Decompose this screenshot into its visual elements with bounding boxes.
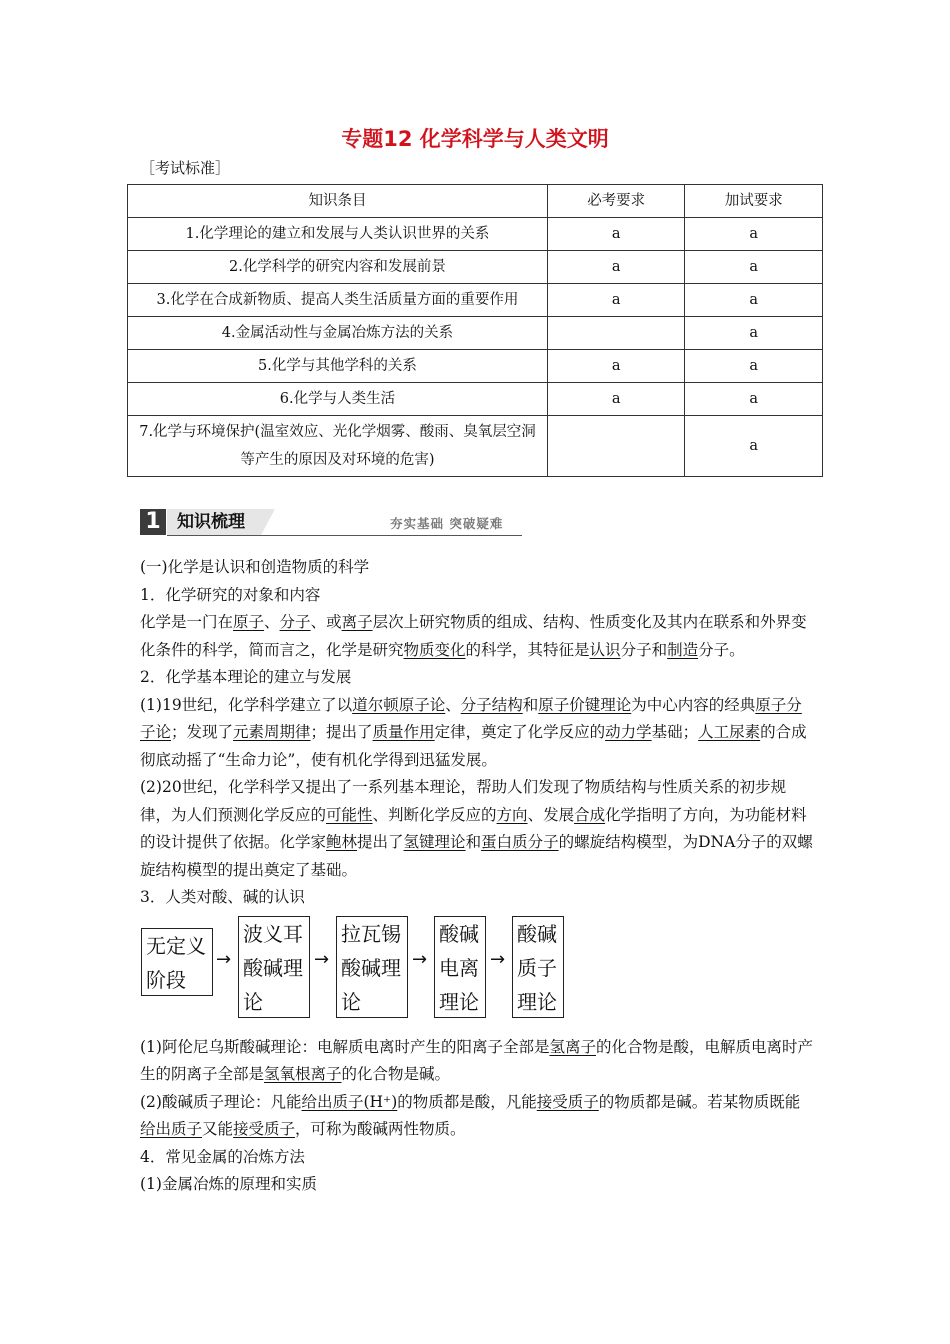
arrow-icon: →: [490, 948, 506, 970]
table-cell-item: 7.化学与环境保护(温室效应、光化学烟雾、酸雨、臭氧层空洞等产生的原因及对环境的危害): [128, 416, 548, 477]
flow-box-3: 拉瓦锡酸碱理论: [336, 916, 408, 1018]
text-run: 、判断化学反应的: [372, 805, 497, 824]
underlined-answer: 认识: [589, 640, 621, 659]
header-extra: 加试要求: [685, 185, 823, 218]
knowledge-content: [140, 554, 815, 1199]
text-run: 分子。: [698, 640, 745, 659]
underlined-answer: 蛋白质分子: [481, 833, 559, 851]
text-run: (1)阿伦尼乌斯酸碱理论：电解质电离时产生的阳离子全部是: [140, 1037, 550, 1056]
table-cell-item: 1.化学理论的建立和发展与人类认识世界的关系: [128, 218, 548, 251]
table-cell-item: 3.化学在合成新物质、提高人类生活质量方面的重要作用: [128, 284, 548, 317]
table-cell-item: 4.金属活动性与金属冶炼方法的关系: [128, 317, 548, 350]
table-cell-extra: a: [685, 416, 823, 477]
exam-standard-label: ［考试标准］: [140, 159, 231, 177]
text-run: 的物质都是碱。若某物质既能: [598, 1092, 801, 1111]
text-run: (2)20世纪，化学科学又提出了一系列基本理论，帮助人们发现了物质结构与性质关系的初步规律，为人们预测化学反应的: [140, 778, 787, 824]
table-cell-extra: a: [685, 383, 823, 416]
underlined-answer: 合成: [574, 805, 606, 824]
text-run: 化学指明了方向，为功能材料的设计提供了依据。化学家: [140, 805, 807, 851]
table-cell-item: 6.化学与人类生活: [128, 383, 548, 416]
table-row: [128, 350, 823, 383]
section-label: 知识梳理: [167, 509, 261, 535]
arrow-icon: →: [412, 948, 428, 970]
underlined-answer: 方向: [496, 805, 528, 824]
text-run: 又能: [202, 1120, 234, 1138]
underlined-answer: 分子结构: [460, 695, 523, 714]
table-cell-required: a: [547, 383, 685, 416]
text-run: 层次上研究物质的组成、结构、性质变化及其内在联系和外界变化条件的科学，简而言之，化学是研究: [140, 613, 807, 659]
underlined-answer: 原子分子论: [140, 695, 802, 741]
text-run: 基础；: [651, 723, 699, 741]
underlined-answer: 接受质子: [233, 1120, 296, 1138]
underlined-answer: 氢离子: [549, 1037, 596, 1056]
table-row: [128, 284, 823, 317]
section-rule: [167, 535, 522, 536]
underlined-answer: 质量作用: [372, 723, 435, 741]
flow-box-4: 酸碱电离理论: [434, 916, 486, 1018]
table-row: [128, 317, 823, 350]
table-cell-item: 2.化学科学的研究内容和发展前景: [128, 251, 548, 284]
header-required: 必考要求: [547, 185, 685, 218]
paragraph-19th-century: [140, 692, 815, 775]
table-row: [128, 383, 823, 416]
underlined-answer: 原子价键理论: [538, 695, 632, 714]
subsection-heading: 3．人类对酸、碱的认识: [140, 888, 305, 906]
text-run: 分子和: [620, 640, 668, 659]
arrow-icon: →: [216, 948, 232, 970]
page-title: 专题12 化学科学与人类文明: [341, 127, 609, 151]
table-cell-required: [547, 317, 685, 350]
text-run: 定律，奠定了化学反应的: [434, 723, 606, 741]
table-row: [128, 416, 823, 477]
text-run: ；提出了: [310, 723, 373, 741]
text-run: 提出了: [357, 833, 404, 851]
underlined-answer: 给出质子(H⁺): [301, 1092, 398, 1111]
text-run: 的科学，其特征是: [465, 640, 590, 659]
table-cell-item: 5.化学与其他学科的关系: [128, 350, 548, 383]
paragraph-research-object: [140, 609, 815, 664]
acid-base-flow-diagram: [140, 916, 815, 1028]
underlined-answer: 人工尿素: [698, 723, 761, 741]
underlined-answer: 元素周期律: [233, 723, 311, 741]
text-run: 的化合物是酸，电解质电离时产生的阴离子全部是: [140, 1037, 813, 1083]
text-run: 为中心内容的经典: [631, 695, 756, 714]
underlined-answer: 可能性: [326, 805, 373, 824]
table-cell-extra: a: [685, 317, 823, 350]
text-run: (1)19世纪，化学科学建立了以: [140, 695, 353, 714]
table-cell-extra: a: [685, 284, 823, 317]
underlined-answer: 离子: [341, 613, 373, 631]
underlined-answer: 物质变化: [403, 640, 466, 659]
underlined-answer: 动力学: [605, 723, 652, 741]
underlined-answer: 道尔顿原子论: [352, 695, 446, 714]
table-row: [128, 218, 823, 251]
text-run: (2)酸碱质子理论：凡能: [140, 1092, 302, 1111]
underlined-answer: 分子: [279, 613, 311, 631]
section-number: 1: [140, 509, 166, 535]
text-run: 的螺旋结构模型，为DNA分子的双螺旋结构模型的提出奠定了基础。: [140, 833, 813, 879]
underlined-answer: 氢键理论: [403, 833, 466, 851]
paragraph-arrhenius: [140, 1034, 815, 1089]
table-cell-extra: a: [685, 218, 823, 251]
underlined-answer: 鲍林: [326, 833, 358, 851]
table-cell-required: a: [547, 218, 685, 251]
text-run: 、或: [310, 613, 342, 631]
table-cell-required: a: [547, 350, 685, 383]
text-run: 、: [264, 613, 280, 631]
flow-box-2: 波义耳酸碱理论: [238, 916, 310, 1018]
flow-box-5: 酸碱质子理论: [512, 916, 564, 1018]
exam-standard-table: [127, 184, 823, 477]
text-run: 、发展: [527, 805, 575, 824]
table-cell-required: a: [547, 251, 685, 284]
paragraph-20th-century: [140, 774, 815, 884]
underlined-answer: 原子: [233, 613, 265, 631]
table-cell-required: [547, 416, 685, 477]
text-run: 和: [522, 695, 539, 714]
arrow-icon: →: [314, 948, 330, 970]
table-cell-extra: a: [685, 251, 823, 284]
table-cell-required: a: [547, 284, 685, 317]
section-subtitle: 夯实基础 突破疑难: [390, 516, 504, 531]
subsection-heading: 1．化学研究的对象和内容: [140, 585, 321, 604]
table-header-row: [128, 185, 823, 218]
text-run: 的合成彻底动摇了“生命力论”，使有机化学得到迅猛发展。: [140, 723, 807, 769]
underlined-answer: 接受质子: [536, 1092, 599, 1111]
text-run: ，可称为酸碱两性物质。: [295, 1120, 466, 1138]
text-run: 和: [465, 833, 482, 851]
table-cell-extra: a: [685, 350, 823, 383]
header-item: 知识条目: [128, 185, 548, 218]
text-run: 的化合物是碱。: [341, 1065, 451, 1083]
flow-box-1: 无定义阶段: [141, 928, 213, 996]
text-run: ；发现了: [171, 723, 234, 741]
underlined-answer: 给出质子: [140, 1120, 203, 1138]
underlined-answer: 氢氧根离子: [264, 1065, 342, 1083]
underlined-answer: 制造: [667, 640, 699, 659]
text-run: 、: [445, 695, 461, 714]
subsection-heading: 2．化学基本理论的建立与发展: [140, 668, 352, 686]
paragraph-proton-theory: [140, 1089, 815, 1144]
subsection-heading: 4．常见金属的冶炼方法: [140, 1147, 305, 1166]
text-run: 的物质都是酸，凡能: [397, 1092, 537, 1111]
table-row: [128, 251, 823, 284]
sub-subsection-heading: (1)金属冶炼的原理和实质: [140, 1175, 317, 1193]
text-run: 化学是一门在: [140, 613, 234, 631]
section-banner: [140, 509, 522, 536]
part-heading: (一)化学是认识和创造物质的科学: [140, 558, 370, 576]
